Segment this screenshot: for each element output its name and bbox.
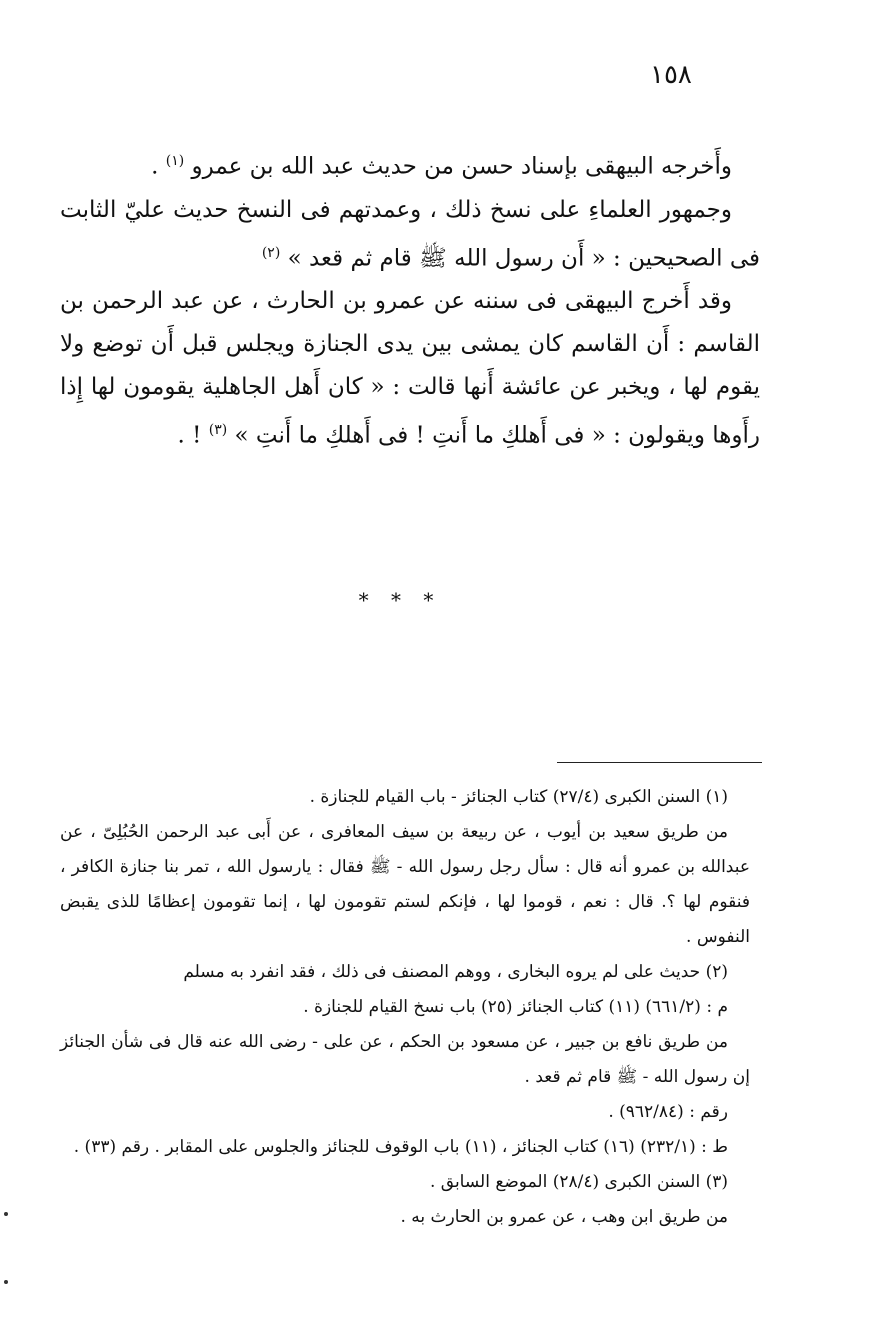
footnote-ref-3[interactable]: (٣) [208, 422, 228, 439]
footnote-ref-2[interactable]: (٢) [261, 244, 281, 261]
footnote-3-title: (٣) السنن الكبرى (٢٨/٤) الموضع السابق . [429, 1172, 728, 1192]
footnote-2-number: رقم : (٩٦٢/٨٤) . [608, 1102, 728, 1122]
footnote-2-muwatta: ط : (٢٣٢/١) (١٦) كتاب الجنائز ، (١١) باب الوقوف للجنائز والجلوس على المقابر . رقم (٣٣) . [73, 1137, 728, 1157]
paragraph-2 [60, 189, 760, 281]
paragraph-3-text: وقد أَخرج البيهقى فى سننه عن عمرو بن الحارث ، عن عبد الرحمن بن القاسم : أَن القاسم كان يمشى بين يدى الجنازة ويجلس قبل أَن توضع ولا يقوم لها ، ويخبر عن عائشة أَنها قالت : « كان أَهل الجاهلية يقومون لها إِذا رأَوها ويقولون : « فى أَهلكِ ما أَنتِ ! فى أَهلكِ ما أَنتِ » [60, 288, 760, 449]
footnote-2-ref: م : (٦٦١/٢) (١١) كتاب الجنائز (٢٥) باب نسخ القيام للجنازة . [303, 997, 728, 1017]
paragraph-2-text: وجمهور العلماءِ على نسخ ذلك ، وعمدتهم فى النسخ حديث عليّ الثابت فى الصحيحين : « أَن رسول الله ﷺ قام ثم قعد » [60, 196, 760, 272]
paragraph-3-end: ! . [177, 422, 209, 449]
margin-mark [4, 1212, 8, 1216]
paragraph-1-text: وأَخرجه البيهقى بإسناد حسن من حديث عبد الله بن عمرو [191, 153, 732, 180]
footnote-2-body: من طريق نافع بن جبير ، عن مسعود بن الحكم ، عن على - رضى الله عنه قال فى شأن الجنائز إن رسول الله - ﷺ قام ثم قعد . [60, 1032, 750, 1087]
footnotes [60, 780, 750, 1235]
paragraph-1-end: . [151, 153, 166, 180]
paragraph-3 [60, 280, 760, 458]
main-text [60, 140, 760, 458]
footnote-2-title: (٢) حديث على لم يروه البخارى ، ووهم المصنف فى ذلك ، فقد انفرد به مسلم [183, 962, 728, 982]
footnote-3-body: من طريق ابن وهب ، عن عمرو بن الحارث به . [400, 1207, 728, 1227]
page-number: ١٥٨ [650, 60, 692, 90]
margin-mark [4, 1280, 8, 1284]
section-separator: * * * [358, 588, 442, 612]
footnote-1-title: (١) السنن الكبرى (٢٧/٤) كتاب الجنائز - باب القيام للجنازة . [309, 787, 728, 807]
footnote-ref-1[interactable]: (١) [165, 153, 185, 169]
footnote-divider [557, 762, 762, 763]
paragraph-1 [60, 140, 760, 189]
footnote-1-body: من طريق سعيد بن أيوب ، عن ربيعة بن سيف المعافرى ، عن أَبى عبد الرحمن الحُبُلِىّ ، عن عبدالله بن عمرو أنه قال : سأل رجل رسول الله - ﷺ فقال : يارسول الله ، تمر بنا جنازة الكافر ، فنقوم لها ؟. قال : نعم ، قوموا لها ، فإنكم لستم تقومون لها ، إنما تقومون إعظامًا للذى يقبض النفوس . [60, 822, 750, 947]
